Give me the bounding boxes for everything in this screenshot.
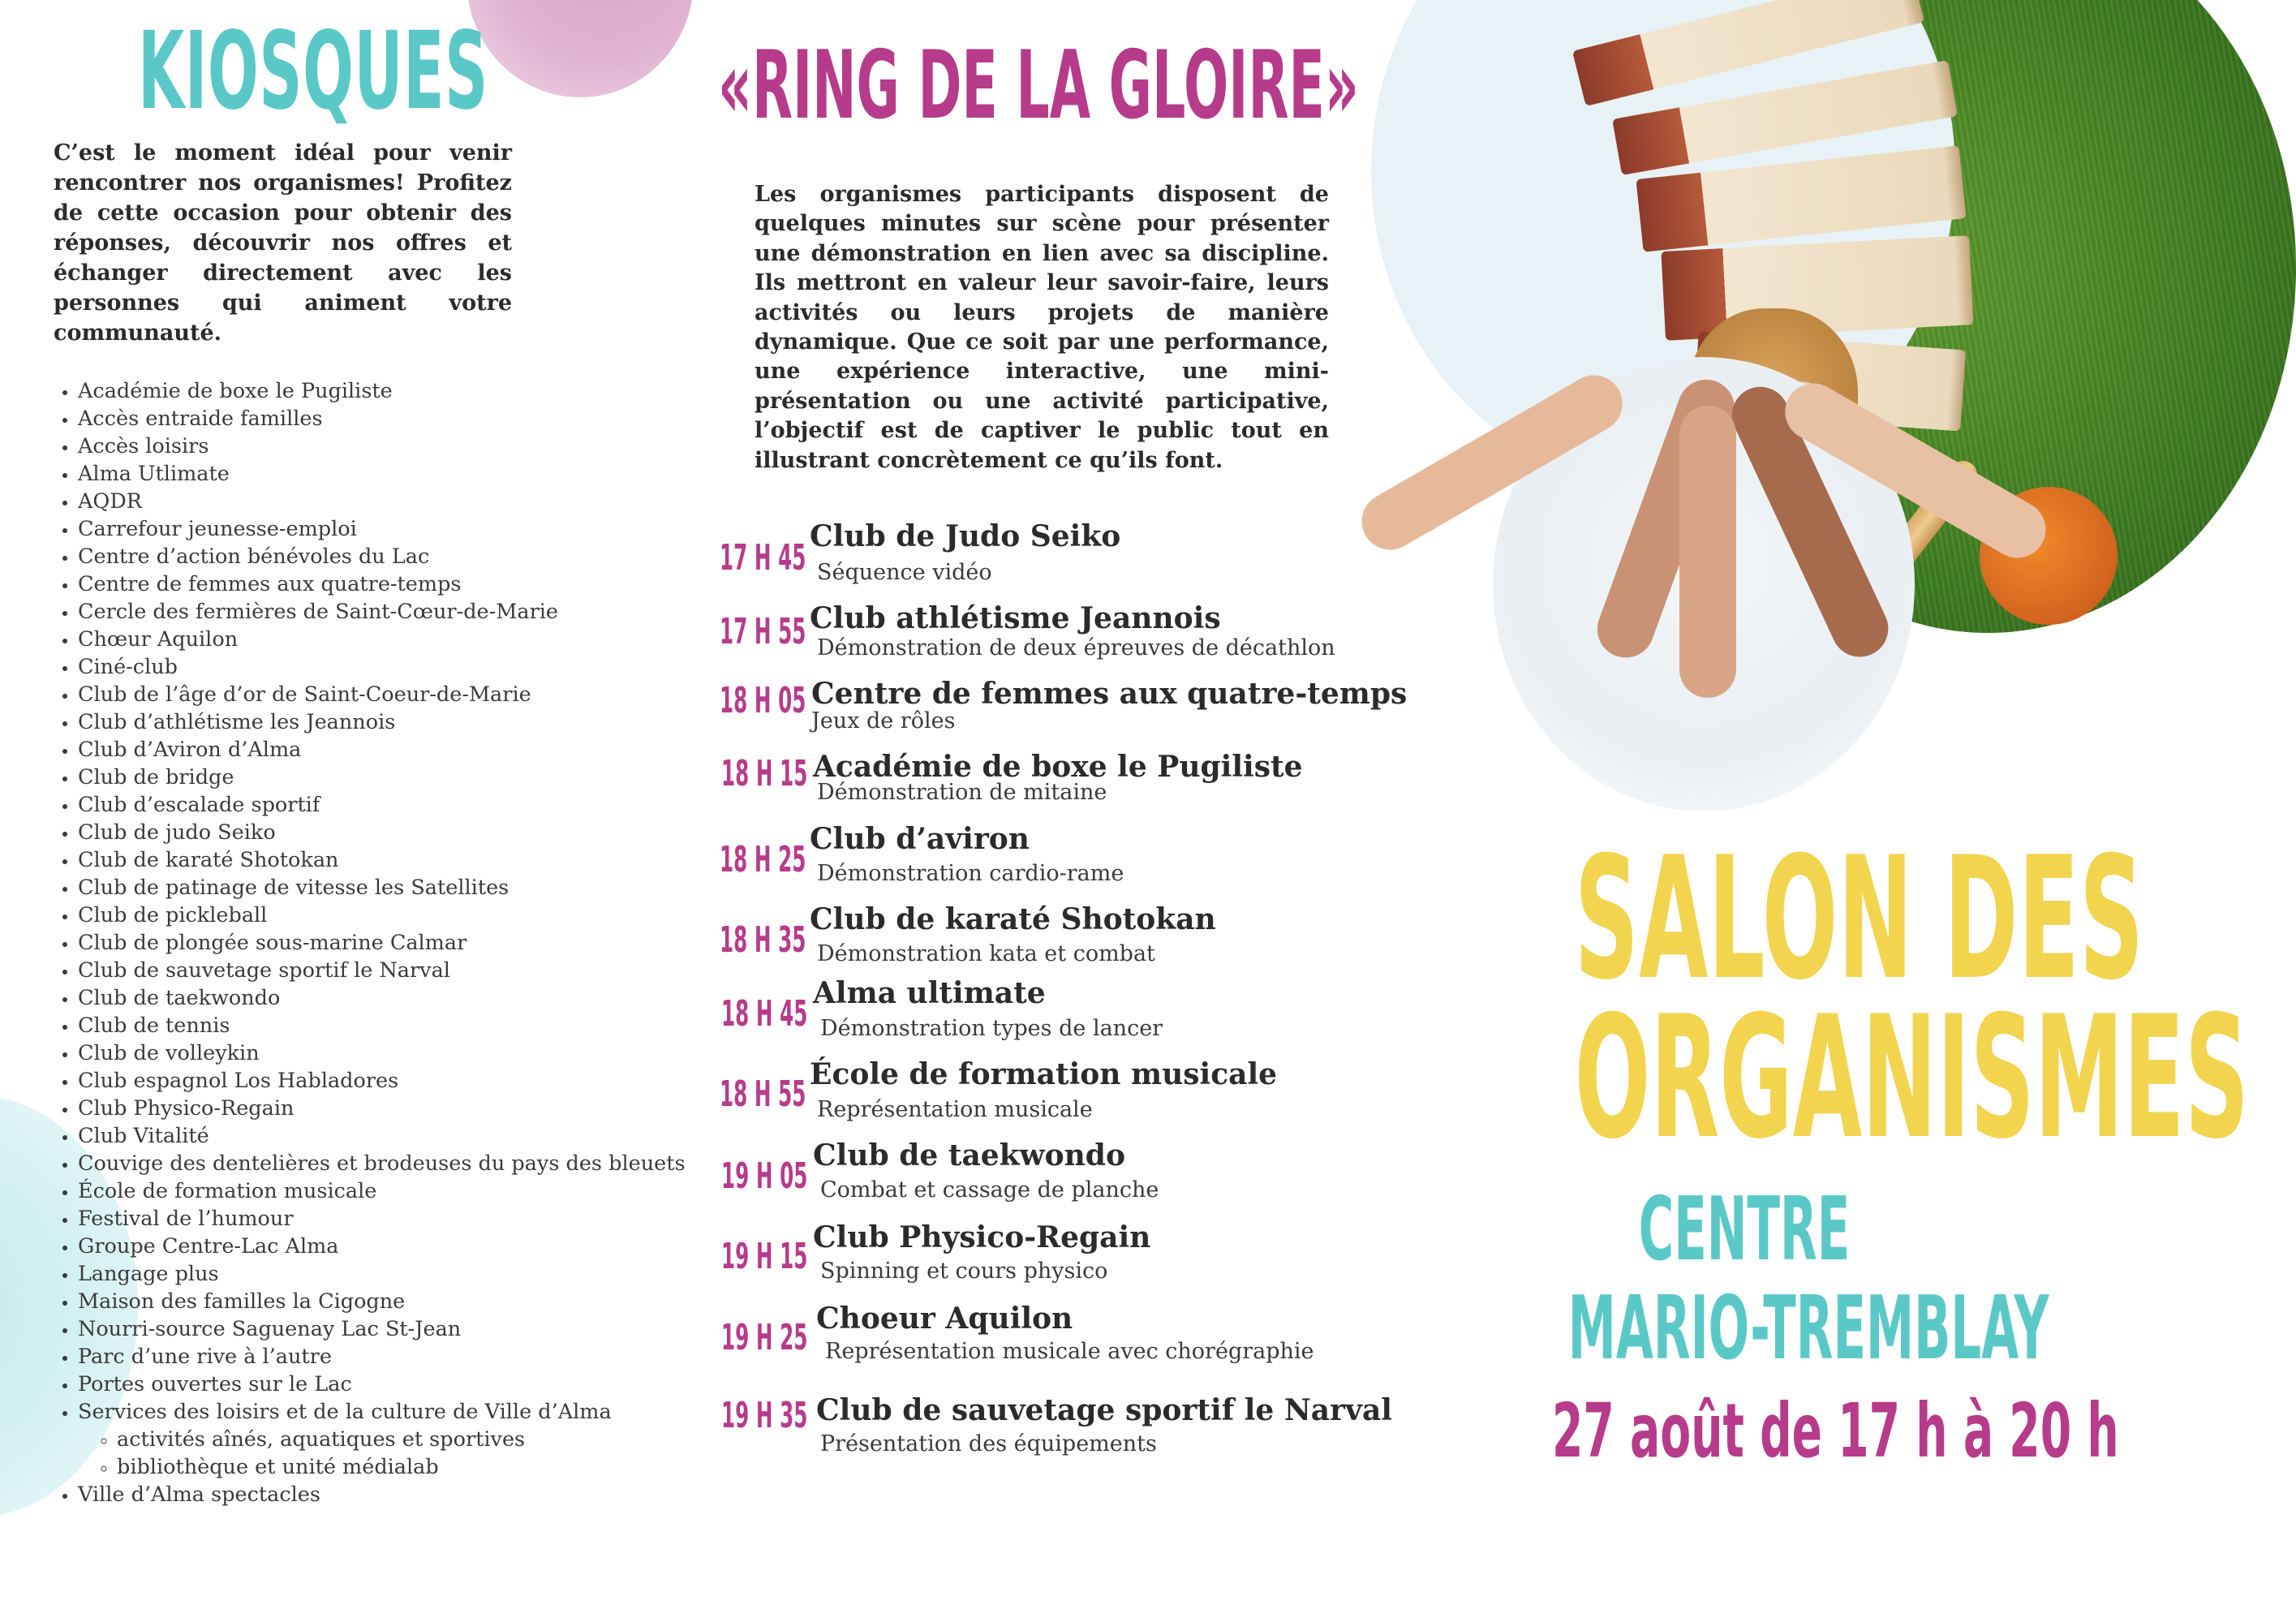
photo-collage xyxy=(1379,0,2077,811)
list-item xyxy=(78,1398,686,1481)
sub-list xyxy=(78,1426,686,1481)
list-item: • Club de volleykin xyxy=(78,1039,686,1067)
schedule-name: Alma ultimate xyxy=(813,976,1046,1010)
list-item: • Nourri-source Saguenay Lac St-Jean xyxy=(78,1315,686,1343)
schedule-time: 19 H 25 xyxy=(721,1317,808,1358)
schedule-time: 18 H 25 xyxy=(720,839,806,880)
ring-intro: Les organismes participants disposent de quelques minutes sur scène pour présenter une démonstration en lien avec sa discipline. Ils mettront en valeur leur savoir-faire, leurs activités ou leurs projets de manière dynamique. Que ce soit par une performance, une expérience interactive, une mini-présentation ou une activité participative, l’objectif est de captiver le public tout en illustrant concrètement ce qu’ils font. xyxy=(755,182,1329,473)
list-item: • Club d’Aviron d’Alma xyxy=(78,736,686,764)
list-item: • Club Physico-Regain xyxy=(78,1095,686,1122)
schedule-name: Club d’aviron xyxy=(810,822,1030,856)
schedule-name: Club Physico-Regain xyxy=(813,1220,1151,1254)
schedule-desc: Représentation musicale xyxy=(817,1097,1093,1122)
decorative-circle-pink xyxy=(467,0,694,97)
event-venue-line: MARIO-TREMBLAY xyxy=(1567,1278,2049,1379)
schedule-name: École de formation musicale xyxy=(810,1057,1278,1091)
list-item: • Club de tennis xyxy=(78,1012,686,1039)
list-item: • Langage plus xyxy=(78,1260,686,1288)
schedule-desc: Séquence vidéo xyxy=(817,560,992,585)
list-item: • Club de l’âge d’or de Saint-Coeur-de-Marie xyxy=(78,681,686,708)
list-item: • Carrefour jeunesse-emploi xyxy=(78,515,686,543)
schedule-desc: Démonstration cardio-rame xyxy=(817,861,1124,886)
sub-list-item: ◦ activités aînés, aquatiques et sportives xyxy=(117,1426,686,1453)
list-item: • Club de taekwondo xyxy=(78,984,686,1012)
schedule-desc: Démonstration kata et combat xyxy=(817,941,1155,966)
event-venue xyxy=(1424,1181,2065,1379)
list-item: • Club de karaté Shotokan xyxy=(78,846,686,874)
schedule-name: Club athlétisme Jeannois xyxy=(810,601,1221,635)
schedule-time: 18 H 15 xyxy=(721,753,808,794)
event-title-line: SALON DES xyxy=(1574,821,2144,1018)
schedule-time: 18 H 05 xyxy=(720,680,806,721)
list-item-label: Services des loisirs et de la culture de Ville d’Alma xyxy=(78,1400,612,1424)
schedule-time: 19 H 05 xyxy=(721,1155,808,1197)
schedule-desc: Jeux de rôles xyxy=(811,708,956,734)
schedule-time: 18 H 35 xyxy=(720,919,806,961)
kiosques-title: KIOSQUES xyxy=(138,9,488,134)
schedule-name: Centre de femmes aux quatre-temps xyxy=(811,677,1408,711)
event-title xyxy=(1424,821,2250,1177)
list-item: • Centre de femmes aux quatre-temps xyxy=(78,570,686,598)
schedule-time: 18 H 45 xyxy=(721,993,808,1035)
list-item: • Accès entraide familles xyxy=(78,405,686,432)
schedule-desc: Spinning et cours physico xyxy=(820,1259,1108,1284)
list-item: • Académie de boxe le Pugiliste xyxy=(78,377,686,405)
list-item: • Ville d’Alma spectacles xyxy=(78,1481,686,1508)
list-item: • Maison des familles la Cigogne xyxy=(78,1288,686,1315)
schedule-name: Club de taekwondo xyxy=(813,1138,1125,1173)
ring-title: «RING DE LA GLOIRE» xyxy=(718,31,1359,140)
schedule-name: Académie de boxe le Pugiliste xyxy=(813,750,1303,784)
schedule-time: 18 H 55 xyxy=(720,1074,806,1115)
list-item: • École de formation musicale xyxy=(78,1177,686,1205)
hand-icon xyxy=(1679,406,1736,698)
event-date: 27 août de 17 h à 20 h xyxy=(1552,1388,2119,1474)
event-title-line: ORGANISMES xyxy=(1574,980,2250,1177)
schedule-desc: Présentation des équipements xyxy=(820,1431,1157,1457)
hands-photo xyxy=(1493,357,1915,811)
schedule-time: 17 H 55 xyxy=(720,611,806,652)
schedule-desc: Démonstration de deux épreuves de décathlon xyxy=(817,635,1335,661)
list-item: • Club de patinage de vitesse les Satellites xyxy=(78,874,686,901)
list-item: • Chœur Aquilon xyxy=(78,626,686,653)
list-item: • Club de judo Seiko xyxy=(78,819,686,846)
list-item: • Parc d’une rive à l’autre xyxy=(78,1343,686,1370)
list-item: • Club de sauvetage sportif le Narval xyxy=(78,957,686,984)
schedule-desc: Combat et cassage de planche xyxy=(820,1177,1159,1203)
list-item: • Club de bridge xyxy=(78,764,686,791)
list-item: • Club de pickleball xyxy=(78,901,686,929)
list-item: • Club d’escalade sportif xyxy=(78,791,686,819)
list-item: • Centre d’action bénévoles du Lac xyxy=(78,543,686,570)
list-item: • Ciné-club xyxy=(78,653,686,681)
list-item: • Alma Utlimate xyxy=(78,460,686,488)
schedule-time: 19 H 15 xyxy=(721,1236,808,1277)
organisme-list xyxy=(52,377,686,1508)
schedule-desc: Démonstration types de lancer xyxy=(820,1016,1163,1041)
list-item: • Couvige des dentelières et brodeuses du pays des bleuets xyxy=(78,1150,686,1177)
list-item: • Cercle des fermières de Saint-Cœur-de-Marie xyxy=(78,598,686,626)
event-venue-line: CENTRE xyxy=(1638,1179,1851,1280)
list-item: • Groupe Centre-Lac Alma xyxy=(78,1233,686,1260)
list-item: • Club d’athlétisme les Jeannois xyxy=(78,708,686,736)
list-item: • Club de plongée sous-marine Calmar xyxy=(78,929,686,957)
schedule-name: Choeur Aquilon xyxy=(816,1302,1073,1336)
schedule-name: Club de karaté Shotokan xyxy=(810,902,1216,936)
kiosques-intro: C’est le moment idéal pour venir rencontrer nos organismes! Profitez de cette occasion pour obtenir des réponses, découvrir nos offres et échanger directement avec les personnes qui animent votre communauté. xyxy=(54,140,512,346)
list-item: • Club espagnol Los Habladores xyxy=(78,1067,686,1095)
sub-list-item: ◦ bibliothèque et unité médialab xyxy=(117,1453,686,1481)
schedule-name: Club de Judo Seiko xyxy=(810,519,1121,553)
list-item: • Accès loisirs xyxy=(78,432,686,460)
list-item: • Portes ouvertes sur le Lac xyxy=(78,1370,686,1398)
schedule-desc: Représentation musicale avec chorégraphie xyxy=(825,1339,1314,1364)
schedule-desc: Démonstration de mitaine xyxy=(817,780,1107,805)
schedule-time: 19 H 35 xyxy=(721,1395,808,1436)
list-item: • Festival de l’humour xyxy=(78,1205,686,1233)
list-item: • AQDR xyxy=(78,488,686,515)
list-item: • Club Vitalité xyxy=(78,1122,686,1150)
schedule-time: 17 H 45 xyxy=(720,537,806,579)
schedule-name: Club de sauvetage sportif le Narval xyxy=(816,1393,1392,1427)
